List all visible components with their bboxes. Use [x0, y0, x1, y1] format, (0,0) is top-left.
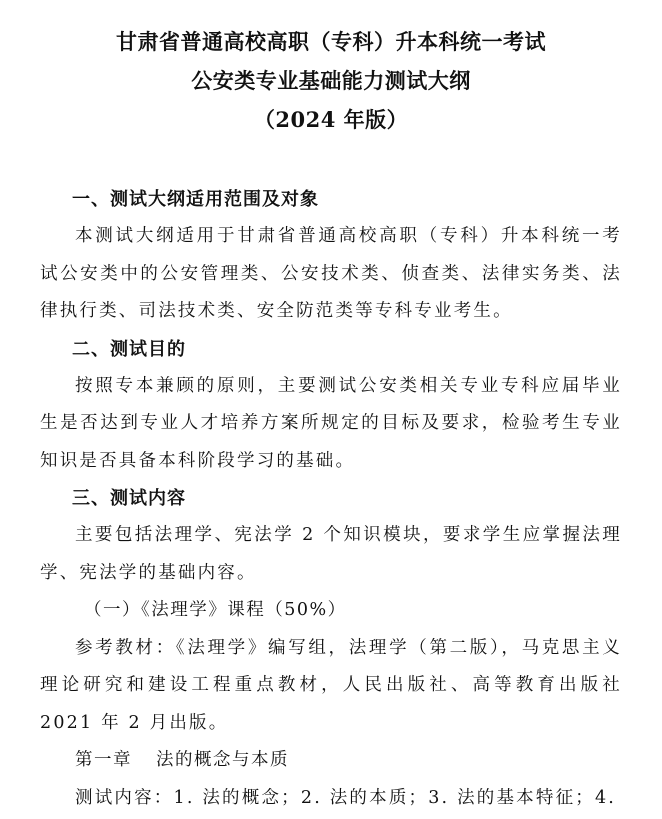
section-body-purpose: 按照专本兼顾的原则，主要测试公安类相关专业专科应届毕业生是否达到专业人才培养方案所规定的目标及要求，检验考生专业知识是否具备本科阶段学习的基础。: [40, 375, 622, 471]
section-heading-purpose: 二、测试目的: [72, 338, 186, 360]
module-reference-textbook: 参考教材：《法理学》编写组，法理学（第二版），马克思主义理论研究和建设工程重点教材，人民出版社、高等教育出版社 2021 年 2 月出版。: [40, 637, 622, 733]
chapter-name: 法的概念与本质: [156, 750, 289, 770]
module-heading-jurisprudence: （一）《法理学》课程（50%）: [84, 600, 347, 620]
section-body-content: 主要包括法理学、宪法学 2 个知识模块，要求学生应掌握法理学、宪法学的基础内容。: [40, 525, 622, 583]
section-body-scope: 本测试大纲适用于甘肃省普通高校高职（专科）升本科统一考试公安类中的公安管理类、公安技术类、侦查类、法律实务类、法律执行类、司法技术类、安全防范类等专科专业考生。: [40, 226, 622, 321]
title-line-3: （2024 年版）: [253, 107, 409, 132]
chapter-test-content: 测试内容：1. 法的概念；2. 法的本质；3. 法的基本特征；4.: [75, 787, 617, 808]
chapter-heading: [40, 742, 622, 780]
title-line-1: 甘肃省普通高校高职（专科）升本科统一考试: [116, 29, 546, 54]
title-line-2: 公安类专业基础能力测试大纲: [191, 68, 471, 93]
section-heading-scope: 一、测试大纲适用范围及对象: [72, 189, 319, 210]
section-heading-content: 三、测试内容: [72, 488, 186, 509]
document-title: [40, 0, 622, 139]
chapter-number: 第一章: [75, 750, 132, 770]
